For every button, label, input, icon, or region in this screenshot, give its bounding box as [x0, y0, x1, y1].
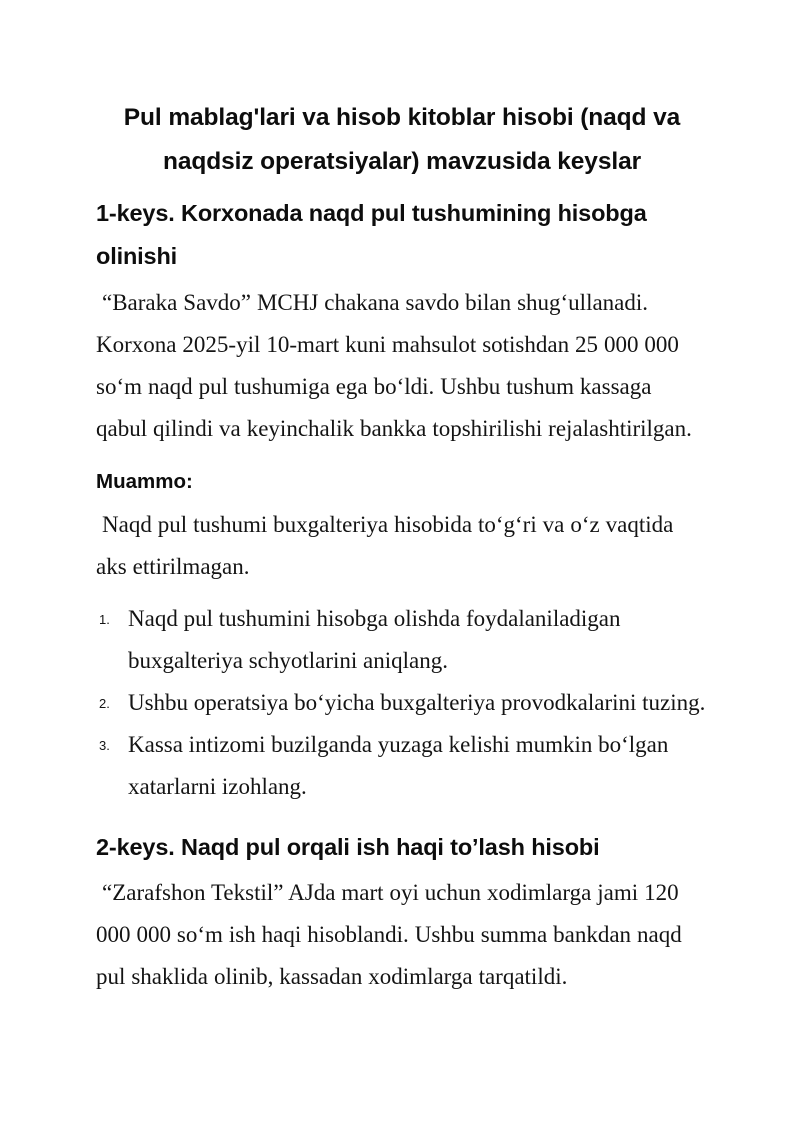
- list-item-label: Naqd pul tushumini hisobga olishda foydalaniladigan buxgalteriya schyotlarini aniqlang.: [128, 606, 621, 673]
- page-title-line-1: Pul mablag'lari va hisob kitoblar hisobi (naqd va: [123, 104, 681, 131]
- list-item-marker: 1.: [99, 612, 110, 627]
- page-title-line-2: naqdsiz operatsiyalar) mavzusida keyslar: [162, 148, 642, 175]
- page-title: [96, 96, 708, 184]
- list-item: [96, 682, 708, 724]
- list-item-label: Ushbu operatsiya bo‘yicha buxgalteriya provodkalarini tuzing.: [128, 690, 706, 715]
- list-item-marker: 3.: [99, 738, 110, 753]
- list-item: [96, 598, 708, 682]
- case-1-scenario-paragraph: “Baraka Savdo” MCHJ chakana savdo bilan shug‘ullanadi. Korxona 2025-yil 10-mart kuni mahsulot sotishdan 25 000 000 so‘m naqd pul tushumiga ega bo‘ldi. Ushbu tushum kassaga qabul qilindi va keyinchalik bankka topshirilishi rejalashtirilgan.: [96, 290, 692, 441]
- case-1-heading: 1-keys. Korxonada naqd pul tushumining hisobga olinishi: [96, 200, 647, 269]
- list-item: [96, 724, 708, 808]
- list-item-label: Kassa intizomi buzilganda yuzaga kelishi mumkin bo‘lgan xatarlarni izohlang.: [128, 732, 669, 799]
- case-1-problem-label: Muammo:: [96, 470, 193, 493]
- case-2-scenario-paragraph: “Zarafshon Tekstil” AJda mart oyi uchun xodimlarga jami 120 000 000 so‘m ish haqi hisoblandi. Ushbu summa bankdan naqd pul shaklida olinib, kassadan xodimlarga tarqatildi.: [96, 880, 682, 989]
- case-1-problem-text: Naqd pul tushumi buxgalteriya hisobida to‘g‘ri va o‘z vaqtida aks ettirilmagan.: [96, 512, 674, 579]
- document-content: [96, 96, 708, 998]
- list-item-marker: 2.: [99, 696, 110, 711]
- case-1-task-list: [96, 598, 708, 808]
- case-2-heading: 2-keys. Naqd pul orqali ish haqi to’lash hisobi: [96, 834, 600, 860]
